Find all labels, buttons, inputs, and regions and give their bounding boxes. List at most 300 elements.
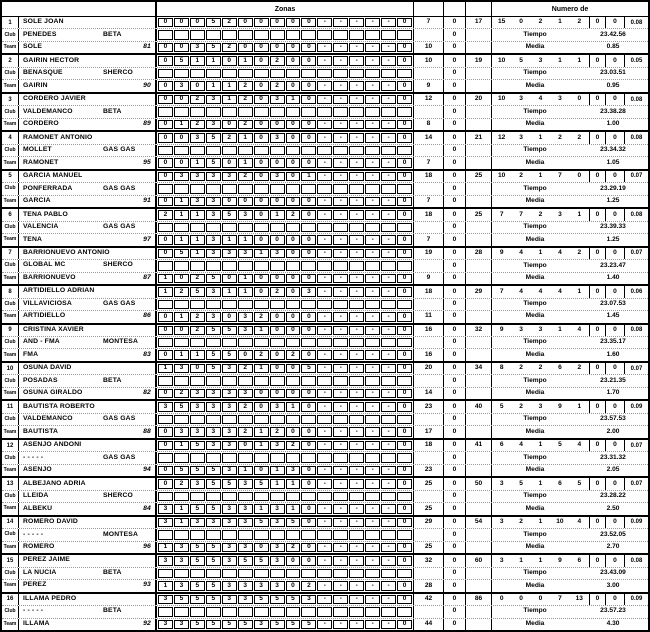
- zone-score-cell: 0: [397, 466, 412, 475]
- zone-score-cell: 3: [222, 595, 237, 604]
- count-cell: 0: [606, 94, 625, 105]
- zone-empty-cell: [238, 376, 253, 385]
- zone-empty-cell: [238, 569, 253, 578]
- zone-empty-cell: [206, 223, 221, 232]
- zone-score-cell: 0: [301, 466, 316, 475]
- zone-empty-cell: [317, 453, 332, 462]
- zone-score-cell: -: [349, 249, 364, 258]
- zone-empty-cell: [222, 569, 237, 578]
- count-cell: 0: [606, 594, 625, 605]
- zone-score-cell: 0: [222, 197, 237, 206]
- zone-score-cell: -: [365, 197, 380, 206]
- zones-empty-row: [157, 375, 414, 386]
- count-cell: 6: [558, 479, 562, 487]
- rank-cell: 13: [2, 478, 19, 489]
- total-empty-cell: [466, 29, 492, 40]
- zone-score-cell: -: [317, 172, 332, 181]
- zones-lap1: [157, 555, 414, 566]
- zone-empty-cell: [397, 30, 412, 39]
- zones-lap2: [157, 119, 414, 130]
- rider-block: [2, 284, 648, 322]
- zone-score-cell: 0: [158, 479, 173, 488]
- team-cell: [19, 580, 157, 591]
- count-cell: 1: [577, 402, 582, 410]
- media-label: Media: [525, 543, 545, 551]
- media-value: 2.50: [606, 504, 620, 512]
- zone-score-cell: 0: [397, 364, 412, 373]
- club-cell: [19, 375, 157, 386]
- zone-score-cell: 3: [190, 197, 205, 206]
- count-cell: 13: [575, 595, 583, 602]
- club-row: [2, 336, 648, 348]
- zone-score-cell: 1: [158, 581, 173, 590]
- zone-empty-cell: [206, 261, 221, 270]
- count-cell: 1: [577, 56, 582, 64]
- zone-score-cell: -: [349, 479, 364, 488]
- zone-empty-cell: [158, 338, 173, 347]
- zone-score-cell: 1: [286, 504, 301, 513]
- zone-score-cell: 3: [254, 581, 269, 590]
- zone-empty-cell: [349, 184, 364, 193]
- zone-score-cell: 2: [270, 56, 285, 65]
- zone-empty-cell: [158, 69, 173, 78]
- team-name: ASENJO: [23, 466, 52, 474]
- lap1-total-cell: 19: [414, 248, 444, 259]
- rider-block: [2, 361, 648, 399]
- zone-score-cell: -: [333, 427, 348, 436]
- zone-score-cell: -: [381, 120, 396, 129]
- penalty-cell: 0: [444, 594, 466, 605]
- zone-empty-cell: [381, 569, 396, 578]
- count-cell: 4: [577, 325, 582, 333]
- zone-score-cell: -: [349, 56, 364, 65]
- zone-score-cell: -: [317, 158, 332, 167]
- penalty-cell: 0: [444, 606, 466, 617]
- zone-score-cell: -: [365, 312, 380, 321]
- ratio-cell: 0.06: [630, 288, 643, 295]
- zone-score-cell: 0: [301, 518, 316, 527]
- zone-score-cell: 5: [270, 595, 285, 604]
- bib-number: 91: [143, 197, 151, 205]
- zone-score-cell: 5: [254, 479, 269, 488]
- zone-empty-cell: [270, 261, 285, 270]
- zone-score-cell: -: [333, 556, 348, 565]
- zone-empty-cell: [317, 184, 332, 193]
- lap2-total-cell: 9: [414, 273, 444, 284]
- count-cell: 0: [606, 517, 625, 528]
- zone-empty-cell: [206, 300, 221, 309]
- zone-score-cell: 3: [238, 326, 253, 335]
- zone-score-cell: -: [365, 427, 380, 436]
- zone-empty-cell: [190, 376, 205, 385]
- club-row: [2, 490, 648, 502]
- zone-score-cell: 3: [270, 172, 285, 181]
- club-row: [2, 28, 648, 40]
- count-cell: 0: [606, 171, 625, 182]
- zone-score-cell: -: [349, 556, 364, 565]
- club-row: [2, 221, 648, 233]
- zone-score-cell: 2: [238, 81, 253, 90]
- zone-score-cell: -: [381, 18, 396, 27]
- zone-empty-cell: [174, 223, 189, 232]
- zone-score-cell: -: [317, 402, 332, 411]
- total-points-cell: 19: [466, 55, 492, 66]
- zone-score-cell: 0: [270, 235, 285, 244]
- lap-total-empty-cell: [414, 606, 444, 617]
- zones-empty-row: [157, 568, 414, 579]
- zone-score-cell: 2: [254, 350, 269, 359]
- zone-score-cell: 0: [158, 249, 173, 258]
- count-cell: 9: [499, 249, 504, 257]
- club-label: Club: [2, 299, 19, 310]
- lap-total-empty-cell: [414, 375, 444, 386]
- penalty-cell: 0: [444, 325, 466, 336]
- zone-score-cell: 1: [190, 210, 205, 219]
- club-cell: [19, 568, 157, 579]
- zones-empty-row: [157, 68, 414, 79]
- count-cell: 0: [590, 325, 606, 336]
- zone-score-cell: -: [381, 402, 396, 411]
- count-cell: 2: [577, 364, 582, 372]
- zone-score-cell: -: [365, 620, 380, 629]
- club-row: [2, 144, 648, 156]
- result-row: [2, 555, 648, 566]
- rank-cell: 7: [2, 248, 19, 259]
- club-label: Club: [2, 491, 19, 502]
- lap2-total-cell: 11: [414, 311, 444, 322]
- zone-score-cell: 0: [270, 158, 285, 167]
- zone-score-cell: -: [349, 287, 364, 296]
- penalty-cell: 0: [444, 145, 466, 156]
- total-empty-cell: [466, 619, 492, 630]
- zone-empty-cell: [238, 223, 253, 232]
- zone-empty-cell: [254, 569, 269, 578]
- zone-empty-cell: [349, 376, 364, 385]
- zone-score-cell: 1: [238, 287, 253, 296]
- zone-score-cell: -: [365, 18, 380, 27]
- zone-score-cell: 0: [254, 56, 269, 65]
- zone-empty-cell: [365, 146, 380, 155]
- rider-block: [2, 169, 648, 207]
- team-cell: [19, 426, 157, 437]
- count-cell: 4: [519, 249, 523, 257]
- zone-score-cell: 0: [301, 441, 316, 450]
- zone-score-cell: 0: [286, 235, 301, 244]
- rider-name: CORDERO JAVIER: [19, 94, 157, 105]
- team-cell: [19, 234, 157, 245]
- ratio-cell: 0.09: [630, 519, 643, 526]
- zone-score-cell: 0: [270, 389, 285, 398]
- zone-score-cell: 0: [397, 158, 412, 167]
- count-cell: 0: [590, 248, 606, 259]
- zone-score-cell: 0: [301, 350, 316, 359]
- zone-score-cell: 3: [238, 210, 253, 219]
- zone-score-cell: 3: [222, 543, 237, 552]
- counts-group: [492, 209, 590, 220]
- zone-score-cell: 5: [254, 595, 269, 604]
- count-cell: 3: [558, 210, 562, 218]
- zone-score-cell: 5: [206, 364, 221, 373]
- zone-score-cell: 0: [254, 466, 269, 475]
- zone-score-cell: 0: [301, 274, 316, 283]
- zone-score-cell: 0: [158, 389, 173, 398]
- zone-empty-cell: [333, 300, 348, 309]
- team-row: [2, 233, 648, 245]
- result-row: [2, 209, 648, 220]
- zone-score-cell: 1: [238, 133, 253, 142]
- count-cell: 0: [519, 18, 523, 26]
- team-row: [2, 348, 648, 360]
- zone-empty-cell: [270, 607, 285, 616]
- zone-empty-cell: [365, 376, 380, 385]
- zones-lap2: [157, 619, 414, 630]
- zone-score-cell: 0: [270, 43, 285, 52]
- zone-score-cell: 0: [254, 43, 269, 52]
- tiempo-label: Tiempo: [523, 261, 547, 269]
- zone-score-cell: 3: [270, 133, 285, 142]
- club-cell: [19, 106, 157, 117]
- result-row: [2, 325, 648, 336]
- rider-name: ARTIDIELLO ADRIAN: [19, 286, 157, 297]
- zone-score-cell: 5: [206, 504, 221, 513]
- penalty-cell: 0: [444, 55, 466, 66]
- zone-empty-cell: [365, 569, 380, 578]
- club-name: PENEDES: [23, 30, 57, 38]
- zone-empty-cell: [222, 607, 237, 616]
- zone-empty-cell: [349, 223, 364, 232]
- zone-score-cell: -: [365, 518, 380, 527]
- zone-empty-cell: [254, 261, 269, 270]
- zone-score-cell: 1: [301, 172, 316, 181]
- zone-score-cell: 3: [206, 441, 221, 450]
- zone-score-cell: -: [365, 479, 380, 488]
- tiempo-label: Tiempo: [523, 69, 547, 77]
- lap2-total-cell: 23: [414, 465, 444, 476]
- zone-empty-cell: [301, 492, 316, 501]
- zone-score-cell: -: [317, 441, 332, 450]
- zone-score-cell: -: [381, 158, 396, 167]
- zone-score-cell: -: [349, 518, 364, 527]
- zone-score-cell: 0: [222, 312, 237, 321]
- penalty-cell: 0: [444, 119, 466, 130]
- count-cell: 2: [538, 18, 543, 26]
- zones-lap2: [157, 42, 414, 53]
- tiempo-value: 23.03.51: [600, 69, 626, 77]
- zone-score-cell: -: [317, 466, 332, 475]
- zone-empty-cell: [222, 261, 237, 270]
- total-empty-cell: [466, 375, 492, 386]
- zone-score-cell: 0: [301, 56, 316, 65]
- zone-empty-cell: [317, 492, 332, 501]
- zone-score-cell: -: [365, 274, 380, 283]
- zone-empty-cell: [286, 338, 301, 347]
- zone-empty-cell: [349, 530, 364, 539]
- club-cell: [19, 260, 157, 271]
- team-name: BARRIONUEVO: [23, 273, 76, 281]
- club-cell: [19, 529, 157, 540]
- club-cell: [19, 222, 157, 233]
- penalty-cell: 0: [444, 491, 466, 502]
- ratio-cell: 0.09: [630, 596, 643, 603]
- zone-score-cell: -: [333, 326, 348, 335]
- club-label: Club: [2, 106, 19, 117]
- lap2-total-cell: 44: [414, 619, 444, 630]
- zone-score-cell: -: [381, 326, 396, 335]
- zones-empty-row: [157, 337, 414, 348]
- zone-score-cell: 3: [206, 95, 221, 104]
- penalty-cell: 0: [444, 503, 466, 514]
- zone-score-cell: -: [317, 81, 332, 90]
- zone-empty-cell: [270, 146, 285, 155]
- zone-score-cell: 0: [397, 235, 412, 244]
- zone-score-cell: 0: [301, 312, 316, 321]
- zone-empty-cell: [270, 30, 285, 39]
- zone-score-cell: 3: [222, 172, 237, 181]
- zone-score-cell: 0: [286, 249, 301, 258]
- zone-score-cell: 0: [301, 504, 316, 513]
- total-empty-cell: [466, 542, 492, 553]
- zone-score-cell: 3: [158, 518, 173, 527]
- result-row: [2, 132, 648, 143]
- tiempo-value: 23.35.17: [600, 338, 626, 346]
- zone-score-cell: 0: [270, 120, 285, 129]
- brand-name: BETA: [103, 568, 122, 576]
- penalty-cell: 0: [444, 311, 466, 322]
- club-name: VALENCIA: [23, 223, 59, 231]
- team-label: Team: [2, 196, 19, 207]
- zone-empty-cell: [349, 107, 364, 116]
- zones-lap1: [157, 209, 414, 220]
- team-name: GARCIA: [23, 197, 51, 205]
- result-row: [2, 440, 648, 451]
- zone-empty-cell: [190, 300, 205, 309]
- zone-score-cell: -: [333, 504, 348, 513]
- zone-score-cell: 3: [190, 479, 205, 488]
- rank-cell: 11: [2, 401, 19, 412]
- zone-score-cell: 0: [254, 402, 269, 411]
- zone-score-cell: 5: [222, 350, 237, 359]
- zone-empty-cell: [397, 415, 412, 424]
- zone-score-cell: 3: [238, 389, 253, 398]
- brand-name: BETA: [103, 376, 122, 384]
- count-cell: 0: [606, 209, 625, 220]
- total-points-cell: 60: [466, 555, 492, 566]
- count-cell: 0: [606, 401, 625, 412]
- zone-empty-cell: [222, 300, 237, 309]
- club-name: LLEIDA: [23, 492, 49, 500]
- count-cell: 5: [558, 441, 562, 449]
- zone-score-cell: -: [365, 172, 380, 181]
- zone-score-cell: 1: [270, 479, 285, 488]
- counts-group: [492, 171, 590, 182]
- zone-empty-cell: [190, 261, 205, 270]
- zone-score-cell: -: [381, 197, 396, 206]
- zones-lap1: [157, 132, 414, 143]
- total-points-cell: 40: [466, 401, 492, 412]
- zone-score-cell: 5: [174, 56, 189, 65]
- zone-empty-cell: [238, 492, 253, 501]
- zone-empty-cell: [174, 453, 189, 462]
- count-cell: 0: [606, 248, 625, 259]
- count-cell: 0: [590, 478, 606, 489]
- zone-empty-cell: [397, 569, 412, 578]
- zone-score-cell: 0: [397, 249, 412, 258]
- zone-empty-cell: [286, 530, 301, 539]
- rank-cell: 14: [2, 517, 19, 528]
- count-cell: 0: [606, 132, 625, 143]
- rank-cell: 10: [2, 363, 19, 374]
- zone-score-cell: 3: [174, 581, 189, 590]
- zones-lap1: [157, 478, 414, 489]
- rider-name: ASENJO ANDONI: [19, 440, 157, 451]
- count-cell: 4: [577, 518, 582, 526]
- zone-empty-cell: [381, 223, 396, 232]
- count-cell: 0: [577, 95, 582, 103]
- zone-score-cell: 0: [286, 172, 301, 181]
- zone-score-cell: 1: [174, 350, 189, 359]
- count-cell: 1: [558, 56, 562, 64]
- zone-score-cell: 0: [397, 43, 412, 52]
- zone-score-cell: 3: [222, 364, 237, 373]
- bib-number: 89: [143, 120, 151, 128]
- count-cell: 3: [519, 95, 523, 103]
- zone-score-cell: -: [317, 620, 332, 629]
- count-cell: 4: [577, 441, 582, 449]
- zone-score-cell: -: [349, 18, 364, 27]
- zones-empty-row: [157, 222, 414, 233]
- brand-name: GAS GAS: [103, 415, 136, 423]
- header-penalty-spacer: [444, 2, 466, 16]
- zone-score-cell: -: [365, 158, 380, 167]
- zone-score-cell: 0: [174, 158, 189, 167]
- zone-empty-cell: [158, 146, 173, 155]
- team-row: [2, 618, 648, 630]
- zone-empty-cell: [174, 569, 189, 578]
- brand-name: SHERCO: [103, 492, 133, 500]
- rank-cell: 4: [2, 132, 19, 143]
- zones-lap2: [157, 465, 414, 476]
- zone-score-cell: 0: [238, 43, 253, 52]
- rank-cell: 6: [2, 209, 19, 220]
- zone-score-cell: 2: [222, 43, 237, 52]
- team-cell: [19, 42, 157, 53]
- penalty-cell: 0: [444, 286, 466, 297]
- count-cell: 3: [499, 518, 504, 526]
- team-row: [2, 272, 648, 284]
- zone-score-cell: -: [333, 389, 348, 398]
- total-points-cell: 32: [466, 325, 492, 336]
- zone-score-cell: 2: [174, 479, 189, 488]
- zones-lap1: [157, 594, 414, 605]
- zone-empty-cell: [254, 107, 269, 116]
- zone-empty-cell: [158, 569, 173, 578]
- result-row: [2, 286, 648, 297]
- zone-empty-cell: [190, 223, 205, 232]
- zone-score-cell: 5: [190, 441, 205, 450]
- zones-lap2: [157, 349, 414, 360]
- zone-empty-cell: [206, 530, 221, 539]
- lap1-total-cell: 18: [414, 209, 444, 220]
- rider-block: [2, 17, 648, 53]
- zone-score-cell: 1: [270, 466, 285, 475]
- zone-empty-cell: [317, 146, 332, 155]
- club-row: [2, 182, 648, 194]
- rider-name: SOLE JOAN: [19, 17, 157, 28]
- zone-score-cell: 0: [286, 581, 301, 590]
- rider-block: [2, 207, 648, 245]
- zone-score-cell: -: [349, 543, 364, 552]
- zones-empty-row: [157, 29, 414, 40]
